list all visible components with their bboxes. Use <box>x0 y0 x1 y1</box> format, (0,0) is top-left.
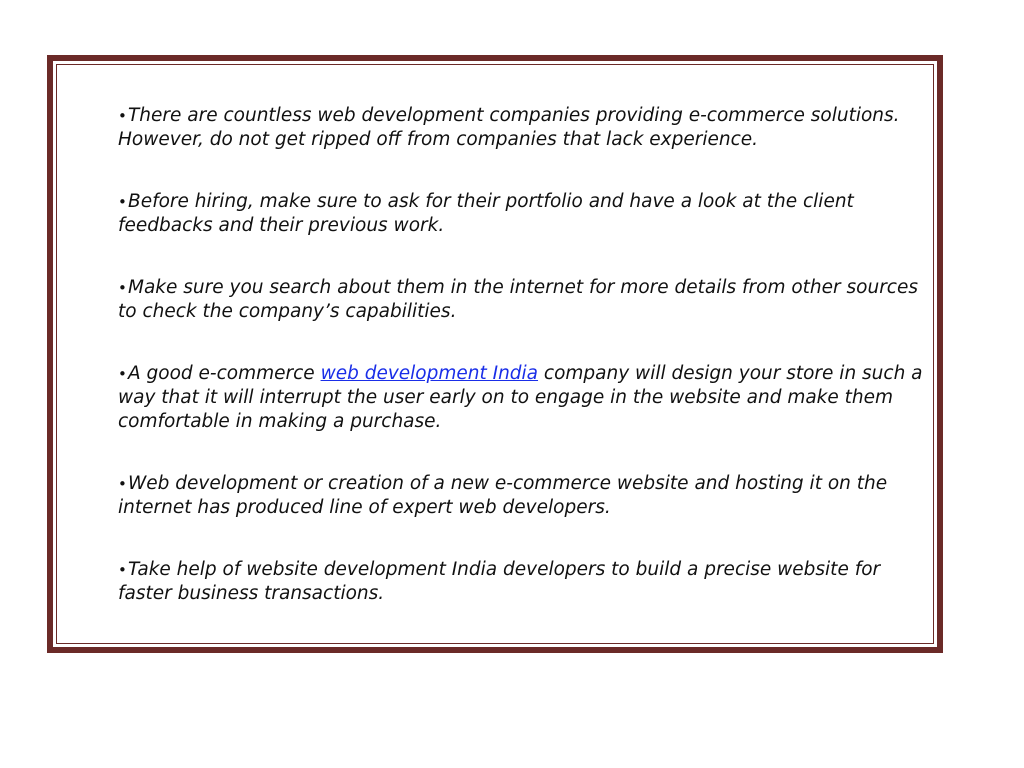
bullet-text: Web development or creation of a new e-commerce website and hosting it on the internet has produced line of expert web developers. <box>118 473 888 518</box>
bullet-paragraph-5 <box>118 472 924 520</box>
bullet-icon: • <box>118 193 127 211</box>
bullet-paragraph-1 <box>118 104 924 152</box>
bullet-text: There are countless web development companies providing e-commerce solutions. However, do not get ripped off from companies that lack experience. <box>118 105 900 150</box>
bullet-paragraph-3 <box>118 276 924 324</box>
bullet-text: Before hiring, make sure to ask for their portfolio and have a look at the client feedbacks and their previous work. <box>118 191 854 236</box>
bullet-paragraph-2 <box>118 190 924 238</box>
bullet-list <box>118 104 924 644</box>
bullet-text-before-link: A good e-commerce <box>128 363 321 384</box>
bullet-icon: • <box>118 107 127 125</box>
bullet-paragraph-4 <box>118 362 924 434</box>
bullet-paragraph-6 <box>118 558 924 606</box>
bullet-text: Make sure you search about them in the internet for more details from other sources to check the company’s capabilities. <box>118 277 918 322</box>
bullet-icon: • <box>118 279 127 297</box>
bullet-icon: • <box>118 561 127 579</box>
bullet-icon: • <box>118 475 127 493</box>
bullet-text-after-link: company will design your store in such a way that it will interrupt the user early on to engage in the website and make them comfortable in making a purchase. <box>118 363 923 432</box>
web-development-india-link[interactable]: web development India <box>320 363 539 384</box>
bullet-text: Take help of website development India developers to build a precise website for faster business transactions. <box>118 559 881 604</box>
bullet-icon: • <box>118 365 127 383</box>
